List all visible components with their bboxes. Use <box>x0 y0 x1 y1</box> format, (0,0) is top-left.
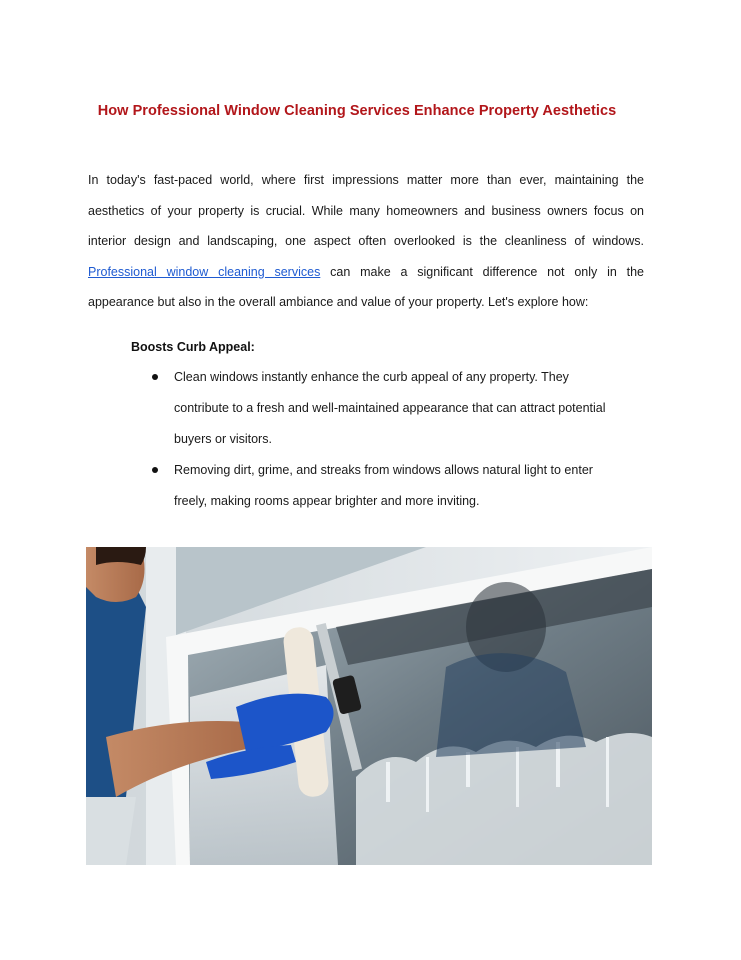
intro-line-3: interior design and landscaping, one aspect often overlooked is the cleanliness of windows. <box>88 234 644 248</box>
bullet-item <box>152 455 642 517</box>
intro-line-2: aesthetics of your property is crucial. While many homeowners and business owners focus on <box>88 203 644 218</box>
bullet-1-line-1: Clean windows instantly enhance the curb appeal of any property. They <box>174 370 569 384</box>
intro-paragraph <box>88 165 644 318</box>
window-cleaning-services-link[interactable]: Professional window cleaning services <box>88 264 321 279</box>
bullet-1-line-3: buyers or visitors. <box>174 432 272 446</box>
bullet-2-line-1: Removing dirt, grime, and streaks from windows allows natural light to enter <box>174 463 593 477</box>
window-cleaning-photo <box>86 547 652 865</box>
bullet-2-line-2: freely, making rooms appear brighter and more inviting. <box>174 494 480 508</box>
window-cleaning-illustration <box>86 547 652 865</box>
bullet-dot-icon <box>152 467 158 473</box>
bullet-item <box>152 362 642 455</box>
section-heading-curb-appeal: Boosts Curb Appeal: <box>131 340 255 354</box>
intro-line-5: appearance but also in the overall ambiance and value of your property. Let's explore how: <box>88 295 589 309</box>
bullet-dot-icon <box>152 374 158 380</box>
bullet-list <box>152 362 642 517</box>
intro-line-1: In today's fast-paced world, where first impressions matter more than ever, maintaining the <box>88 173 644 187</box>
intro-line-4 <box>88 257 644 288</box>
document-title: How Professional Window Cleaning Services Enhance Property Aesthetics <box>97 103 617 119</box>
intro-line-4-rest: can make a significant difference not only in the <box>320 264 644 279</box>
bullet-1-line-2: contribute to a fresh and well-maintained appearance that can attract potential <box>174 401 606 415</box>
